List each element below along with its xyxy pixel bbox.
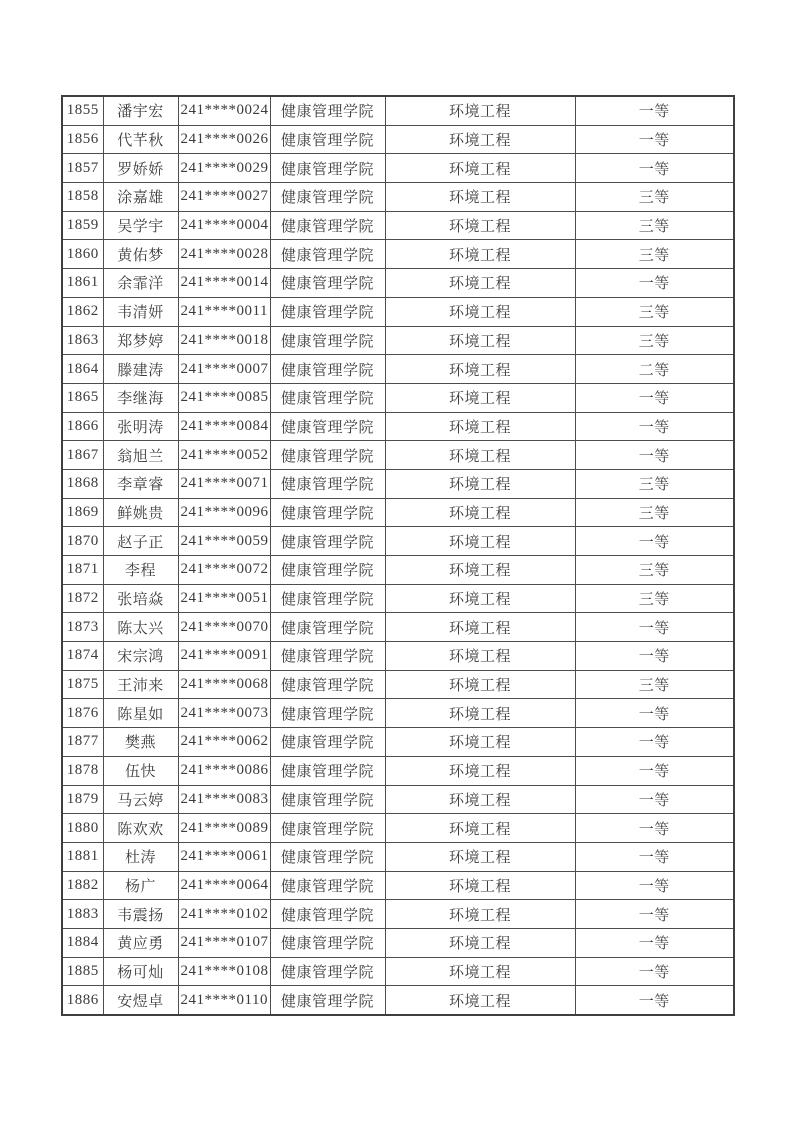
student-id-cell: 241****0051 <box>178 584 270 613</box>
major-cell: 环境工程 <box>385 297 575 326</box>
table-row <box>62 154 734 183</box>
student-id-cell: 241****0004 <box>178 211 270 240</box>
name-cell: 吴学宇 <box>103 211 178 240</box>
college-cell: 健康管理学院 <box>270 96 385 125</box>
name-cell: 余霏洋 <box>103 269 178 298</box>
award-table-body <box>62 96 734 1015</box>
student-id-cell: 241****0064 <box>178 871 270 900</box>
table-row <box>62 584 734 613</box>
award-cell: 一等 <box>575 96 734 125</box>
student-id-cell: 241****0014 <box>178 269 270 298</box>
award-cell: 一等 <box>575 441 734 470</box>
student-id-cell: 241****0091 <box>178 642 270 671</box>
name-cell: 杨可灿 <box>103 957 178 986</box>
major-cell: 环境工程 <box>385 326 575 355</box>
award-cell: 一等 <box>575 957 734 986</box>
award-cell: 一等 <box>575 613 734 642</box>
serial-cell: 1873 <box>62 613 103 642</box>
table-row <box>62 756 734 785</box>
award-cell: 二等 <box>575 355 734 384</box>
college-cell: 健康管理学院 <box>270 900 385 929</box>
table-row <box>62 613 734 642</box>
student-id-cell: 241****0084 <box>178 412 270 441</box>
major-cell: 环境工程 <box>385 125 575 154</box>
serial-cell: 1868 <box>62 469 103 498</box>
serial-cell: 1863 <box>62 326 103 355</box>
award-cell: 一等 <box>575 814 734 843</box>
serial-cell: 1870 <box>62 527 103 556</box>
college-cell: 健康管理学院 <box>270 469 385 498</box>
award-cell: 一等 <box>575 785 734 814</box>
student-id-cell: 241****0059 <box>178 527 270 556</box>
name-cell: 伍快 <box>103 756 178 785</box>
student-id-cell: 241****0061 <box>178 842 270 871</box>
table-row <box>62 355 734 384</box>
table-row <box>62 871 734 900</box>
student-id-cell: 241****0086 <box>178 756 270 785</box>
award-cell: 三等 <box>575 297 734 326</box>
major-cell: 环境工程 <box>385 756 575 785</box>
college-cell: 健康管理学院 <box>270 986 385 1015</box>
award-cell: 三等 <box>575 469 734 498</box>
college-cell: 健康管理学院 <box>270 928 385 957</box>
award-cell: 一等 <box>575 928 734 957</box>
table-row <box>62 699 734 728</box>
serial-cell: 1885 <box>62 957 103 986</box>
major-cell: 环境工程 <box>385 556 575 585</box>
name-cell: 陈欢欢 <box>103 814 178 843</box>
student-id-cell: 241****0028 <box>178 240 270 269</box>
name-cell: 潘宇宏 <box>103 96 178 125</box>
table-row <box>62 498 734 527</box>
college-cell: 健康管理学院 <box>270 699 385 728</box>
college-cell: 健康管理学院 <box>270 957 385 986</box>
table-row <box>62 642 734 671</box>
college-cell: 健康管理学院 <box>270 871 385 900</box>
major-cell: 环境工程 <box>385 900 575 929</box>
table-row <box>62 441 734 470</box>
major-cell: 环境工程 <box>385 469 575 498</box>
name-cell: 安煜卓 <box>103 986 178 1015</box>
serial-cell: 1864 <box>62 355 103 384</box>
major-cell: 环境工程 <box>385 613 575 642</box>
major-cell: 环境工程 <box>385 728 575 757</box>
name-cell: 韦清妍 <box>103 297 178 326</box>
student-id-cell: 241****0071 <box>178 469 270 498</box>
name-cell: 滕建涛 <box>103 355 178 384</box>
major-cell: 环境工程 <box>385 269 575 298</box>
award-cell: 一等 <box>575 900 734 929</box>
major-cell: 环境工程 <box>385 584 575 613</box>
student-id-cell: 241****0029 <box>178 154 270 183</box>
major-cell: 环境工程 <box>385 211 575 240</box>
major-cell: 环境工程 <box>385 957 575 986</box>
student-id-cell: 241****0102 <box>178 900 270 929</box>
name-cell: 陈星如 <box>103 699 178 728</box>
student-id-cell: 241****0007 <box>178 355 270 384</box>
student-id-cell: 241****0068 <box>178 670 270 699</box>
table-row <box>62 986 734 1015</box>
major-cell: 环境工程 <box>385 355 575 384</box>
college-cell: 健康管理学院 <box>270 670 385 699</box>
award-cell: 三等 <box>575 326 734 355</box>
college-cell: 健康管理学院 <box>270 412 385 441</box>
major-cell: 环境工程 <box>385 412 575 441</box>
major-cell: 环境工程 <box>385 96 575 125</box>
college-cell: 健康管理学院 <box>270 756 385 785</box>
major-cell: 环境工程 <box>385 240 575 269</box>
serial-cell: 1867 <box>62 441 103 470</box>
student-id-cell: 241****0073 <box>178 699 270 728</box>
student-id-cell: 241****0027 <box>178 183 270 212</box>
serial-cell: 1871 <box>62 556 103 585</box>
name-cell: 杜涛 <box>103 842 178 871</box>
student-id-cell: 241****0085 <box>178 383 270 412</box>
student-id-cell: 241****0011 <box>178 297 270 326</box>
college-cell: 健康管理学院 <box>270 785 385 814</box>
major-cell: 环境工程 <box>385 527 575 556</box>
award-cell: 三等 <box>575 498 734 527</box>
table-row <box>62 125 734 154</box>
student-id-cell: 241****0062 <box>178 728 270 757</box>
table-row <box>62 297 734 326</box>
name-cell: 郑梦婷 <box>103 326 178 355</box>
major-cell: 环境工程 <box>385 986 575 1015</box>
name-cell: 赵子正 <box>103 527 178 556</box>
serial-cell: 1879 <box>62 785 103 814</box>
award-cell: 一等 <box>575 269 734 298</box>
serial-cell: 1869 <box>62 498 103 527</box>
table-row <box>62 556 734 585</box>
serial-cell: 1859 <box>62 211 103 240</box>
major-cell: 环境工程 <box>385 441 575 470</box>
name-cell: 罗娇娇 <box>103 154 178 183</box>
serial-cell: 1883 <box>62 900 103 929</box>
student-id-cell: 241****0108 <box>178 957 270 986</box>
table-row <box>62 900 734 929</box>
serial-cell: 1877 <box>62 728 103 757</box>
name-cell: 代芊秋 <box>103 125 178 154</box>
college-cell: 健康管理学院 <box>270 441 385 470</box>
college-cell: 健康管理学院 <box>270 728 385 757</box>
serial-cell: 1874 <box>62 642 103 671</box>
college-cell: 健康管理学院 <box>270 240 385 269</box>
award-cell: 一等 <box>575 412 734 441</box>
college-cell: 健康管理学院 <box>270 527 385 556</box>
college-cell: 健康管理学院 <box>270 383 385 412</box>
college-cell: 健康管理学院 <box>270 584 385 613</box>
name-cell: 张培焱 <box>103 584 178 613</box>
table-row <box>62 527 734 556</box>
award-cell: 一等 <box>575 986 734 1015</box>
table-row <box>62 326 734 355</box>
student-id-cell: 241****0024 <box>178 96 270 125</box>
name-cell: 李章睿 <box>103 469 178 498</box>
college-cell: 健康管理学院 <box>270 125 385 154</box>
major-cell: 环境工程 <box>385 842 575 871</box>
name-cell: 李程 <box>103 556 178 585</box>
student-id-cell: 241****0083 <box>178 785 270 814</box>
college-cell: 健康管理学院 <box>270 326 385 355</box>
student-id-cell: 241****0107 <box>178 928 270 957</box>
name-cell: 马云婷 <box>103 785 178 814</box>
award-cell: 一等 <box>575 383 734 412</box>
serial-cell: 1878 <box>62 756 103 785</box>
serial-cell: 1865 <box>62 383 103 412</box>
serial-cell: 1866 <box>62 412 103 441</box>
name-cell: 黄佑梦 <box>103 240 178 269</box>
college-cell: 健康管理学院 <box>270 498 385 527</box>
name-cell: 王沛来 <box>103 670 178 699</box>
table-row <box>62 842 734 871</box>
name-cell: 涂嘉雄 <box>103 183 178 212</box>
serial-cell: 1857 <box>62 154 103 183</box>
serial-cell: 1876 <box>62 699 103 728</box>
table-row <box>62 412 734 441</box>
serial-cell: 1856 <box>62 125 103 154</box>
major-cell: 环境工程 <box>385 642 575 671</box>
award-cell: 三等 <box>575 670 734 699</box>
name-cell: 杨广 <box>103 871 178 900</box>
student-id-cell: 241****0070 <box>178 613 270 642</box>
serial-cell: 1872 <box>62 584 103 613</box>
award-table <box>61 95 735 1016</box>
table-row <box>62 670 734 699</box>
table-row <box>62 785 734 814</box>
award-cell: 一等 <box>575 871 734 900</box>
college-cell: 健康管理学院 <box>270 297 385 326</box>
major-cell: 环境工程 <box>385 154 575 183</box>
major-cell: 环境工程 <box>385 183 575 212</box>
student-id-cell: 241****0089 <box>178 814 270 843</box>
serial-cell: 1886 <box>62 986 103 1015</box>
college-cell: 健康管理学院 <box>270 154 385 183</box>
serial-cell: 1882 <box>62 871 103 900</box>
award-cell: 三等 <box>575 240 734 269</box>
award-cell: 三等 <box>575 556 734 585</box>
college-cell: 健康管理学院 <box>270 183 385 212</box>
name-cell: 宋宗鸿 <box>103 642 178 671</box>
serial-cell: 1875 <box>62 670 103 699</box>
name-cell: 韦震扬 <box>103 900 178 929</box>
serial-cell: 1858 <box>62 183 103 212</box>
major-cell: 环境工程 <box>385 814 575 843</box>
serial-cell: 1861 <box>62 269 103 298</box>
student-id-cell: 241****0026 <box>178 125 270 154</box>
major-cell: 环境工程 <box>385 699 575 728</box>
major-cell: 环境工程 <box>385 498 575 527</box>
table-row <box>62 183 734 212</box>
award-cell: 三等 <box>575 211 734 240</box>
table-row <box>62 269 734 298</box>
college-cell: 健康管理学院 <box>270 642 385 671</box>
award-cell: 一等 <box>575 728 734 757</box>
major-cell: 环境工程 <box>385 383 575 412</box>
serial-cell: 1884 <box>62 928 103 957</box>
table-row <box>62 469 734 498</box>
award-cell: 三等 <box>575 584 734 613</box>
name-cell: 李继海 <box>103 383 178 412</box>
major-cell: 环境工程 <box>385 785 575 814</box>
college-cell: 健康管理学院 <box>270 842 385 871</box>
table-row <box>62 240 734 269</box>
serial-cell: 1862 <box>62 297 103 326</box>
college-cell: 健康管理学院 <box>270 211 385 240</box>
table-row <box>62 728 734 757</box>
table-row <box>62 928 734 957</box>
table-row <box>62 383 734 412</box>
name-cell: 陈太兴 <box>103 613 178 642</box>
award-cell: 一等 <box>575 756 734 785</box>
major-cell: 环境工程 <box>385 928 575 957</box>
student-id-cell: 241****0096 <box>178 498 270 527</box>
table-row <box>62 211 734 240</box>
major-cell: 环境工程 <box>385 871 575 900</box>
award-cell: 一等 <box>575 527 734 556</box>
award-cell: 一等 <box>575 842 734 871</box>
name-cell: 张明涛 <box>103 412 178 441</box>
student-id-cell: 241****0018 <box>178 326 270 355</box>
name-cell: 鲜姚贵 <box>103 498 178 527</box>
college-cell: 健康管理学院 <box>270 269 385 298</box>
serial-cell: 1880 <box>62 814 103 843</box>
student-id-cell: 241****0052 <box>178 441 270 470</box>
student-id-cell: 241****0110 <box>178 986 270 1015</box>
award-cell: 一等 <box>575 642 734 671</box>
serial-cell: 1860 <box>62 240 103 269</box>
serial-cell: 1881 <box>62 842 103 871</box>
table-row <box>62 814 734 843</box>
major-cell: 环境工程 <box>385 670 575 699</box>
award-cell: 一等 <box>575 125 734 154</box>
table-row <box>62 96 734 125</box>
name-cell: 翁旭兰 <box>103 441 178 470</box>
award-cell: 一等 <box>575 154 734 183</box>
serial-cell: 1855 <box>62 96 103 125</box>
award-cell: 一等 <box>575 699 734 728</box>
name-cell: 黄应勇 <box>103 928 178 957</box>
college-cell: 健康管理学院 <box>270 355 385 384</box>
college-cell: 健康管理学院 <box>270 613 385 642</box>
college-cell: 健康管理学院 <box>270 814 385 843</box>
college-cell: 健康管理学院 <box>270 556 385 585</box>
award-cell: 三等 <box>575 183 734 212</box>
student-id-cell: 241****0072 <box>178 556 270 585</box>
table-row <box>62 957 734 986</box>
name-cell: 樊燕 <box>103 728 178 757</box>
